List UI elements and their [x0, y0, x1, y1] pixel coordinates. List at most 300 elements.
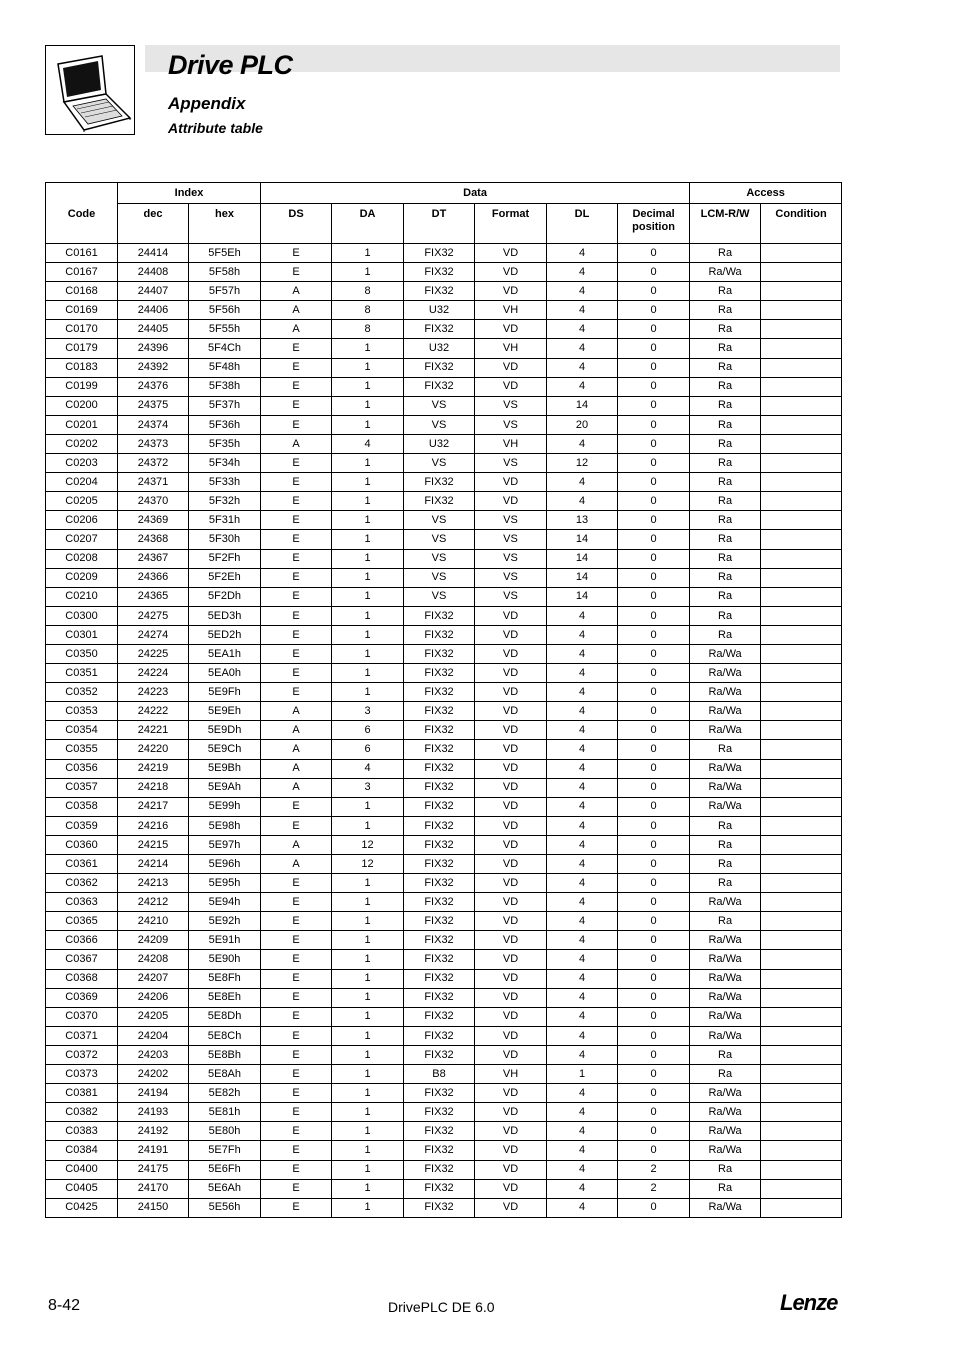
cell-dec: 24374 — [118, 415, 189, 434]
cell-format: VD — [475, 282, 547, 301]
cell-code: C0373 — [46, 1065, 118, 1084]
cell-dt: FIX32 — [404, 950, 475, 969]
cell-dl: 14 — [547, 530, 618, 549]
cell-dt: VS — [404, 530, 475, 549]
cell-ds: E — [261, 1179, 332, 1198]
cell-code: C0371 — [46, 1026, 118, 1045]
cell-condition — [761, 415, 842, 434]
cell-lcm-rw: Ra/Wa — [690, 969, 761, 988]
header-format: Format — [475, 204, 547, 244]
cell-lcm-rw: Ra — [690, 549, 761, 568]
cell-code: C0358 — [46, 797, 118, 816]
table-row — [46, 1141, 842, 1160]
cell-dl: 4 — [547, 625, 618, 644]
cell-ds: E — [261, 396, 332, 415]
cell-dec: 24218 — [118, 778, 189, 797]
table-row — [46, 549, 842, 568]
cell-code: C0161 — [46, 244, 118, 263]
table-row — [46, 587, 842, 606]
cell-dt: FIX32 — [404, 835, 475, 854]
table-row — [46, 778, 842, 797]
table-row — [46, 606, 842, 625]
cell-dt: FIX32 — [404, 282, 475, 301]
header-dt: DT — [404, 204, 475, 244]
cell-dl: 12 — [547, 454, 618, 473]
cell-decimal-position: 0 — [618, 1026, 690, 1045]
cell-dec: 24215 — [118, 835, 189, 854]
cell-ds: E — [261, 988, 332, 1007]
cell-dec: 24222 — [118, 702, 189, 721]
cell-decimal-position: 0 — [618, 606, 690, 625]
cell-dl: 4 — [547, 1026, 618, 1045]
cell-decimal-position: 0 — [618, 816, 690, 835]
cell-da: 3 — [332, 778, 404, 797]
cell-dec: 24170 — [118, 1179, 189, 1198]
cell-da: 1 — [332, 377, 404, 396]
cell-hex: 5E98h — [189, 816, 261, 835]
cell-dec: 24375 — [118, 396, 189, 415]
cell-dl: 4 — [547, 702, 618, 721]
cell-hex: 5E6Ah — [189, 1179, 261, 1198]
cell-condition — [761, 702, 842, 721]
cell-decimal-position: 0 — [618, 1141, 690, 1160]
cell-lcm-rw: Ra/Wa — [690, 702, 761, 721]
cell-da: 1 — [332, 644, 404, 663]
table-row — [46, 377, 842, 396]
table-row — [46, 1122, 842, 1141]
cell-dl: 4 — [547, 778, 618, 797]
cell-dl: 4 — [547, 664, 618, 683]
header-lcm-rw: LCM-R/W — [690, 204, 761, 244]
cell-decimal-position: 0 — [618, 415, 690, 434]
cell-format: VD — [475, 950, 547, 969]
cell-ds: A — [261, 721, 332, 740]
cell-hex: 5E96h — [189, 855, 261, 874]
cell-da: 1 — [332, 1084, 404, 1103]
cell-ds: E — [261, 816, 332, 835]
cell-lcm-rw: Ra/Wa — [690, 1198, 761, 1217]
cell-dec: 24373 — [118, 434, 189, 453]
cell-condition — [761, 244, 842, 263]
cell-lcm-rw: Ra — [690, 339, 761, 358]
cell-decimal-position: 0 — [618, 434, 690, 453]
cell-lcm-rw: Ra/Wa — [690, 1141, 761, 1160]
cell-format: VD — [475, 1026, 547, 1045]
cell-code: C0360 — [46, 835, 118, 854]
cell-code: C0210 — [46, 587, 118, 606]
cell-lcm-rw: Ra — [690, 415, 761, 434]
cell-format: VS — [475, 530, 547, 549]
cell-ds: A — [261, 835, 332, 854]
table-row — [46, 1065, 842, 1084]
table-row — [46, 683, 842, 702]
cell-dec: 24214 — [118, 855, 189, 874]
cell-lcm-rw: Ra — [690, 454, 761, 473]
cell-condition — [761, 454, 842, 473]
cell-hex: 5F48h — [189, 358, 261, 377]
cell-decimal-position: 0 — [618, 1045, 690, 1064]
table-row — [46, 855, 842, 874]
cell-hex: 5E9Ah — [189, 778, 261, 797]
cell-dl: 4 — [547, 816, 618, 835]
header-ds: DS — [261, 204, 332, 244]
header-decimal-position: Decimal position — [618, 204, 690, 244]
cell-dec: 24210 — [118, 912, 189, 931]
cell-ds: E — [261, 415, 332, 434]
cell-dec: 24405 — [118, 320, 189, 339]
cell-code: C0382 — [46, 1103, 118, 1122]
cell-format: VD — [475, 1084, 547, 1103]
table-row — [46, 1045, 842, 1064]
cell-condition — [761, 434, 842, 453]
cell-dt: FIX32 — [404, 759, 475, 778]
cell-lcm-rw: Ra/Wa — [690, 988, 761, 1007]
table-row — [46, 511, 842, 530]
cell-code: C0183 — [46, 358, 118, 377]
cell-hex: 5E8Fh — [189, 969, 261, 988]
cell-hex: 5EA0h — [189, 664, 261, 683]
cell-dec: 24150 — [118, 1198, 189, 1217]
cell-dl: 4 — [547, 740, 618, 759]
cell-lcm-rw: Ra — [690, 1065, 761, 1084]
cell-format: VD — [475, 492, 547, 511]
cell-da: 1 — [332, 587, 404, 606]
cell-code: C0356 — [46, 759, 118, 778]
cell-da: 1 — [332, 816, 404, 835]
cell-dec: 24224 — [118, 664, 189, 683]
cell-code: C0370 — [46, 1007, 118, 1026]
cell-code: C0208 — [46, 549, 118, 568]
cell-format: VH — [475, 434, 547, 453]
cell-dt: FIX32 — [404, 320, 475, 339]
cell-code: C0369 — [46, 988, 118, 1007]
cell-decimal-position: 0 — [618, 492, 690, 511]
cell-dl: 4 — [547, 835, 618, 854]
cell-dl: 4 — [547, 912, 618, 931]
cell-dt: FIX32 — [404, 893, 475, 912]
cell-da: 1 — [332, 931, 404, 950]
cell-condition — [761, 606, 842, 625]
cell-lcm-rw: Ra/Wa — [690, 797, 761, 816]
cell-da: 1 — [332, 1103, 404, 1122]
cell-hex: 5F32h — [189, 492, 261, 511]
cell-format: VD — [475, 797, 547, 816]
cell-lcm-rw: Ra — [690, 244, 761, 263]
cell-ds: E — [261, 1084, 332, 1103]
cell-ds: E — [261, 568, 332, 587]
cell-dt: U32 — [404, 339, 475, 358]
cell-dec: 24368 — [118, 530, 189, 549]
cell-dl: 4 — [547, 1198, 618, 1217]
cell-hex: 5F36h — [189, 415, 261, 434]
cell-decimal-position: 0 — [618, 721, 690, 740]
cell-dec: 24192 — [118, 1122, 189, 1141]
table-row — [46, 1026, 842, 1045]
cell-code: C0363 — [46, 893, 118, 912]
table-row — [46, 702, 842, 721]
cell-dec: 24193 — [118, 1103, 189, 1122]
header-da: DA — [332, 204, 404, 244]
cell-da: 1 — [332, 1065, 404, 1084]
cell-format: VD — [475, 664, 547, 683]
table-row — [46, 1160, 842, 1179]
table-row — [46, 1198, 842, 1217]
cell-ds: E — [261, 244, 332, 263]
laptop-icon — [46, 46, 134, 134]
cell-dt: FIX32 — [404, 740, 475, 759]
cell-hex: 5F38h — [189, 377, 261, 396]
cell-decimal-position: 0 — [618, 1065, 690, 1084]
cell-hex: 5F58h — [189, 263, 261, 282]
cell-dec: 24208 — [118, 950, 189, 969]
table-body — [46, 244, 842, 1218]
table-row — [46, 1007, 842, 1026]
cell-da: 8 — [332, 301, 404, 320]
cell-hex: 5ED3h — [189, 606, 261, 625]
cell-decimal-position: 0 — [618, 950, 690, 969]
cell-dl: 4 — [547, 606, 618, 625]
cell-hex: 5E94h — [189, 893, 261, 912]
cell-condition — [761, 912, 842, 931]
table-row — [46, 816, 842, 835]
cell-lcm-rw: Ra — [690, 816, 761, 835]
cell-lcm-rw: Ra — [690, 1045, 761, 1064]
cell-hex: 5F35h — [189, 434, 261, 453]
cell-hex: 5E91h — [189, 931, 261, 950]
cell-ds: E — [261, 492, 332, 511]
cell-dt: FIX32 — [404, 874, 475, 893]
cell-da: 1 — [332, 683, 404, 702]
cell-condition — [761, 893, 842, 912]
cell-da: 1 — [332, 1179, 404, 1198]
cell-ds: E — [261, 683, 332, 702]
cell-da: 1 — [332, 339, 404, 358]
cell-dt: FIX32 — [404, 263, 475, 282]
cell-ds: E — [261, 950, 332, 969]
cell-da: 1 — [332, 912, 404, 931]
cell-condition — [761, 587, 842, 606]
table-row — [46, 969, 842, 988]
cell-dt: FIX32 — [404, 797, 475, 816]
cell-code: C0167 — [46, 263, 118, 282]
cell-decimal-position: 0 — [618, 473, 690, 492]
cell-ds: E — [261, 377, 332, 396]
cell-ds: A — [261, 282, 332, 301]
document-name: DrivePLC DE 6.0 — [388, 1299, 495, 1315]
table-row — [46, 473, 842, 492]
cell-da: 1 — [332, 988, 404, 1007]
cell-lcm-rw: Ra — [690, 358, 761, 377]
cell-condition — [761, 339, 842, 358]
cell-code: C0405 — [46, 1179, 118, 1198]
cell-hex: 5F2Fh — [189, 549, 261, 568]
cell-dec: 24392 — [118, 358, 189, 377]
table-row — [46, 415, 842, 434]
cell-ds: E — [261, 511, 332, 530]
cell-decimal-position: 0 — [618, 377, 690, 396]
cell-dt: VS — [404, 396, 475, 415]
table-row — [46, 664, 842, 683]
cell-hex: 5F2Eh — [189, 568, 261, 587]
cell-hex: 5E80h — [189, 1122, 261, 1141]
cell-dec: 24203 — [118, 1045, 189, 1064]
cell-condition — [761, 740, 842, 759]
cell-decimal-position: 0 — [618, 1103, 690, 1122]
table-row — [46, 263, 842, 282]
cell-hex: 5E92h — [189, 912, 261, 931]
cell-dl: 4 — [547, 358, 618, 377]
cell-da: 1 — [332, 358, 404, 377]
cell-ds: A — [261, 301, 332, 320]
cell-ds: E — [261, 1122, 332, 1141]
cell-dt: FIX32 — [404, 1026, 475, 1045]
cell-ds: E — [261, 644, 332, 663]
cell-format: VS — [475, 549, 547, 568]
cell-lcm-rw: Ra/Wa — [690, 721, 761, 740]
cell-dt: FIX32 — [404, 492, 475, 511]
cell-ds: E — [261, 1198, 332, 1217]
cell-code: C0368 — [46, 969, 118, 988]
cell-da: 1 — [332, 874, 404, 893]
cell-dt: FIX32 — [404, 606, 475, 625]
cell-condition — [761, 683, 842, 702]
cell-hex: 5E90h — [189, 950, 261, 969]
cell-condition — [761, 320, 842, 339]
cell-dl: 4 — [547, 1122, 618, 1141]
cell-dt: U32 — [404, 434, 475, 453]
cell-decimal-position: 0 — [618, 339, 690, 358]
cell-da: 1 — [332, 1026, 404, 1045]
cell-da: 1 — [332, 1198, 404, 1217]
cell-decimal-position: 0 — [618, 702, 690, 721]
cell-condition — [761, 549, 842, 568]
cell-code: C0383 — [46, 1122, 118, 1141]
cell-ds: E — [261, 1007, 332, 1026]
cell-hex: 5E8Ah — [189, 1065, 261, 1084]
cell-lcm-rw: Ra/Wa — [690, 893, 761, 912]
cell-dl: 14 — [547, 568, 618, 587]
cell-condition — [761, 1007, 842, 1026]
cell-dl: 4 — [547, 1045, 618, 1064]
page-number: 8-42 — [48, 1297, 81, 1314]
cell-decimal-position: 0 — [618, 988, 690, 1007]
cell-condition — [761, 511, 842, 530]
cell-da: 8 — [332, 282, 404, 301]
cell-decimal-position: 0 — [618, 396, 690, 415]
cell-hex: 5E8Eh — [189, 988, 261, 1007]
cell-ds: E — [261, 797, 332, 816]
cell-condition — [761, 1026, 842, 1045]
cell-lcm-rw: Ra/Wa — [690, 664, 761, 683]
cell-decimal-position: 0 — [618, 759, 690, 778]
cell-dec: 24407 — [118, 282, 189, 301]
cell-code: C0365 — [46, 912, 118, 931]
cell-da: 1 — [332, 606, 404, 625]
cell-lcm-rw: Ra — [690, 320, 761, 339]
table-row — [46, 396, 842, 415]
cell-lcm-rw: Ra/Wa — [690, 931, 761, 950]
table-row — [46, 874, 842, 893]
cell-decimal-position: 0 — [618, 282, 690, 301]
cell-format: VS — [475, 511, 547, 530]
cell-lcm-rw: Ra/Wa — [690, 778, 761, 797]
cell-lcm-rw: Ra — [690, 912, 761, 931]
table-row — [46, 1179, 842, 1198]
cell-dl: 4 — [547, 492, 618, 511]
cell-lcm-rw: Ra/Wa — [690, 1007, 761, 1026]
cell-decimal-position: 0 — [618, 778, 690, 797]
cell-hex: 5E81h — [189, 1103, 261, 1122]
cell-hex: 5F55h — [189, 320, 261, 339]
header-hex: hex — [189, 204, 261, 244]
cell-ds: A — [261, 855, 332, 874]
cell-code: C0201 — [46, 415, 118, 434]
cell-da: 1 — [332, 454, 404, 473]
header-index: Index — [118, 183, 261, 204]
cell-dec: 24216 — [118, 816, 189, 835]
cell-ds: E — [261, 1103, 332, 1122]
cell-condition — [761, 931, 842, 950]
cell-dec: 24209 — [118, 931, 189, 950]
cell-dec: 24376 — [118, 377, 189, 396]
cell-ds: A — [261, 740, 332, 759]
cell-dt: FIX32 — [404, 969, 475, 988]
cell-dt: FIX32 — [404, 1084, 475, 1103]
cell-format: VD — [475, 263, 547, 282]
cell-dl: 4 — [547, 1179, 618, 1198]
cell-code: C0400 — [46, 1160, 118, 1179]
cell-code: C0353 — [46, 702, 118, 721]
table-row — [46, 434, 842, 453]
cell-da: 1 — [332, 568, 404, 587]
cell-lcm-rw: Ra — [690, 530, 761, 549]
cell-format: VH — [475, 1065, 547, 1084]
cell-da: 4 — [332, 759, 404, 778]
cell-dt: FIX32 — [404, 377, 475, 396]
cell-dt: U32 — [404, 301, 475, 320]
cell-lcm-rw: Ra/Wa — [690, 644, 761, 663]
cell-format: VH — [475, 301, 547, 320]
cell-da: 1 — [332, 1122, 404, 1141]
cell-condition — [761, 1045, 842, 1064]
cell-dl: 14 — [547, 396, 618, 415]
cell-lcm-rw: Ra — [690, 1160, 761, 1179]
cell-dec: 24274 — [118, 625, 189, 644]
cell-condition — [761, 1141, 842, 1160]
cell-dl: 4 — [547, 893, 618, 912]
table-row — [46, 893, 842, 912]
cell-condition — [761, 950, 842, 969]
cell-format: VD — [475, 874, 547, 893]
cell-dec: 24396 — [118, 339, 189, 358]
cell-dl: 4 — [547, 1007, 618, 1026]
cell-format: VD — [475, 835, 547, 854]
cell-da: 1 — [332, 492, 404, 511]
cell-decimal-position: 0 — [618, 587, 690, 606]
cell-hex: 5E99h — [189, 797, 261, 816]
cell-lcm-rw: Ra/Wa — [690, 759, 761, 778]
cell-dec: 24365 — [118, 587, 189, 606]
cell-dec: 24372 — [118, 454, 189, 473]
table-row — [46, 950, 842, 969]
cell-condition — [761, 530, 842, 549]
cell-code: C0168 — [46, 282, 118, 301]
cell-dl: 4 — [547, 721, 618, 740]
cell-dl: 4 — [547, 1141, 618, 1160]
cell-ds: E — [261, 1160, 332, 1179]
cell-dl: 4 — [547, 244, 618, 263]
cell-dt: FIX32 — [404, 855, 475, 874]
